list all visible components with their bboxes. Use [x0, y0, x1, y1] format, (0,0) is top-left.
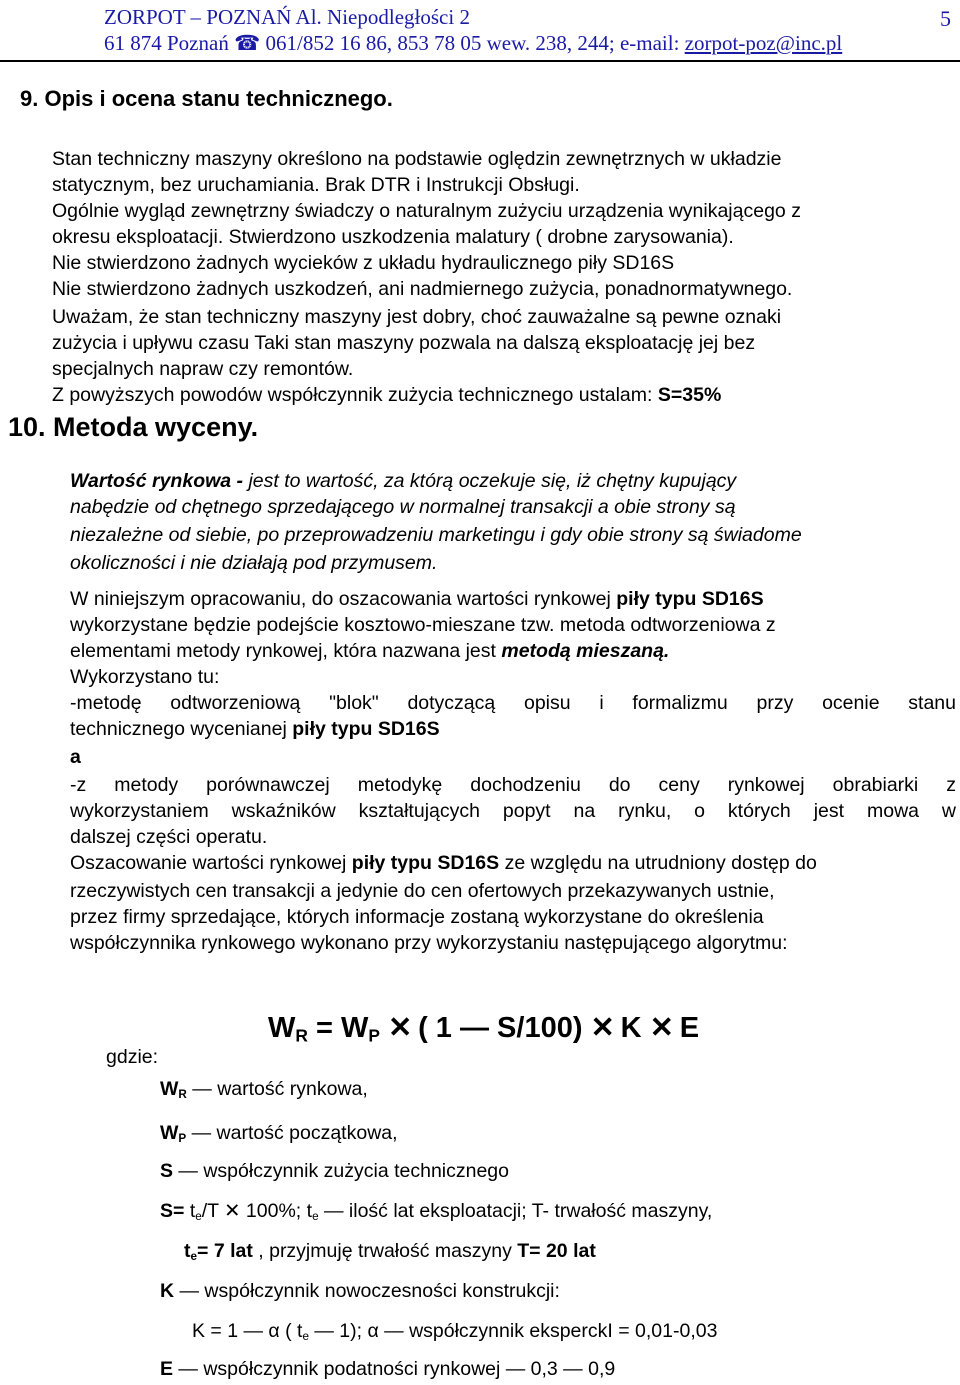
formula-w: W — [268, 1012, 296, 1044]
multiply-icon: ✕ — [224, 1200, 241, 1222]
method-paragraph-line: wykorzystane będzie podejście kosztowo-mieszane tzw. metoda odtworzeniowa z — [70, 614, 776, 636]
conclusion-text: Z powyższych powodów współczynnik zużycia technicznego ustalam: — [52, 384, 658, 406]
definition-line: okoliczności i nie działają pod przymusem. — [70, 552, 438, 574]
method-paragraph-line — [70, 586, 764, 612]
text: ze względu na utrudniony dostęp do — [499, 852, 817, 874]
page-number: 5 — [940, 6, 951, 31]
definition-line: nabędzie od chętnego sprzedającego w normalnej transakcji a obie strony są — [70, 496, 736, 518]
multiply-icon: ✕ — [590, 1012, 615, 1044]
text: — ilość lat eksploatacji; T- trwałość maszyny, — [318, 1200, 713, 1222]
item-2-line: dalszej części operatu. — [70, 826, 268, 848]
header-address: 61 874 Poznań — [104, 31, 235, 55]
symbol-sub: R — [178, 1087, 187, 1101]
s9-line: Nie stwierdzono żadnych uszkodzeń, ani nadmiernego zużycia, ponadnormatywnego. — [52, 278, 793, 300]
section-9-title: 9. Opis i ocena stanu technicznego. — [20, 86, 393, 111]
definition-line — [70, 468, 736, 494]
text: W niniejszym opracowaniu, do oszacowania wartości rynkowej — [70, 588, 617, 610]
item-2-line: -z metody porównawczej metodykę dochodzeniu do ceny rynkowej obrabiarki z — [70, 774, 956, 796]
estimate-paragraph-line: przez firmy sprzedające, których informacje zostaną wykorzystane do określenia — [70, 906, 764, 928]
telephone-icon: ☎ — [234, 31, 261, 55]
legend-e — [160, 1356, 615, 1382]
s9-line: okresu eksploatacji. Stwierdzono uszkodzenia malatury ( drobne zarysowania). — [52, 226, 734, 248]
legend-wp — [160, 1120, 398, 1152]
formula-k: K — [620, 1012, 642, 1044]
estimate-paragraph-line — [70, 850, 817, 876]
symbol: E — [160, 1358, 174, 1380]
symbol: t — [184, 1240, 191, 1262]
page-header — [104, 4, 842, 56]
s9-line: specjalnych napraw czy remontów. — [52, 358, 354, 380]
symbol: S= — [160, 1200, 185, 1222]
wear-coefficient-value: S=35% — [657, 384, 722, 406]
symbol-w: W — [160, 1078, 179, 1100]
multiply-icon: ✕ — [649, 1012, 674, 1044]
conjunction: a — [70, 746, 81, 768]
description: — wartość rynkowa, — [186, 1078, 368, 1100]
email-link[interactable]: zorpot-poz@inc.pl — [684, 31, 843, 55]
legend-k — [160, 1278, 560, 1304]
item-1-line: -metodę odtworzeniową "blok" dotyczącą opisu i formalizmu przy ocenie stanu — [70, 692, 956, 714]
definition-line: niezależne od siebie, po przeprowadzeniu marketingu i gdy obie strony są świadome — [70, 524, 802, 546]
machine-name: piły typu SD16S — [616, 588, 764, 610]
symbol: K — [160, 1280, 175, 1302]
symbol — [160, 1078, 187, 1100]
header-line-1: ZORPOT – POZNAŃ Al. Niepodległości 2 — [104, 5, 470, 29]
formula-e: E — [679, 1012, 700, 1044]
legend-heading: gdzie: — [106, 1046, 159, 1068]
header-divider — [0, 60, 960, 62]
s9-line: statycznym, bez uruchamiania. Brak DTR i Instrukcji Obsługi. — [52, 174, 580, 196]
item-2-line: wykorzystaniem wskaźników kształtujących popyt na rynku, o których jest mowa w — [70, 800, 956, 822]
machine-name: piły typu SD16S — [351, 852, 500, 874]
method-paragraph-line — [70, 638, 669, 664]
s9-line: Ogólnie wygląd zewnętrzny świadczy o naturalnym zużyciu urządzenia wynikającego z — [52, 200, 801, 222]
machine-name: piły typu SD16S — [292, 718, 440, 740]
header-line-2 — [104, 30, 842, 56]
legend-k-equation — [192, 1318, 717, 1350]
sub: e — [312, 1209, 319, 1223]
formula-sub-r: R — [295, 1025, 308, 1046]
value: T= 20 lat — [517, 1240, 596, 1262]
formula-eq: = W — [307, 1012, 369, 1044]
text: t — [184, 1200, 196, 1222]
symbol: S — [160, 1160, 174, 1182]
symbol-sub: P — [178, 1131, 187, 1145]
s9-line: Nie stwierdzono żadnych wycieków z układu hydraulicznego piły SD16S — [52, 252, 675, 274]
definition-text: jest to wartość, za którą oczekuje się, iż chętny kupujący — [243, 470, 737, 492]
s9-conclusion — [52, 382, 721, 408]
header-phones: 061/852 16 86, 853 78 05 wew. 238, 244; e-mail: — [260, 31, 685, 55]
definition-term: Wartość rynkowa - — [70, 470, 244, 492]
value: = 7 lat — [197, 1240, 253, 1262]
text: , przyjmuję trwałość maszyny — [252, 1240, 518, 1262]
legend-wr — [160, 1076, 368, 1108]
description: — współczynnik podatności rynkowej — 0,3 — 0,9 — [173, 1358, 616, 1380]
used-heading: Wykorzystano tu: — [70, 666, 220, 688]
description: — współczynnik zużycia technicznego — [173, 1160, 510, 1182]
sub: e — [190, 1249, 198, 1263]
sub: e — [195, 1209, 202, 1223]
text: K = 1 — α ( t — [192, 1320, 303, 1342]
text: technicznego wycenianej — [70, 718, 293, 740]
valuation-formula — [268, 1010, 699, 1046]
description: — współczynnik nowoczesności konstrukcji: — [174, 1280, 560, 1302]
estimate-paragraph-line: rzeczywistych cen transakcji a jedynie do cen ofertowych przekazywanych ustnie, — [70, 880, 775, 902]
s9-line: zużycia i upływu czasu Taki stan maszyny pozwala na dalszą eksploatację jej bez — [52, 332, 756, 354]
legend-te — [184, 1238, 596, 1270]
method-name: metodą mieszaną. — [501, 640, 670, 662]
text: Oszacowanie wartości rynkowej — [70, 852, 352, 874]
legend-s-equation — [160, 1198, 712, 1230]
symbol-w: W — [160, 1122, 179, 1144]
sub: e — [302, 1329, 309, 1343]
item-1-line — [70, 716, 440, 742]
estimate-paragraph-line: współczynnika rynkowego wykonano przy wykorzystaniu następującego algorytmu: — [70, 932, 788, 954]
text: /T — [201, 1200, 219, 1222]
s9-line: Uważam, że stan techniczny maszyny jest dobry, choć zauważalne są pewne oznaki — [52, 306, 782, 328]
s9-line: Stan techniczny maszyny określono na podstawie oględzin zewnętrznych w układzie — [52, 148, 782, 170]
formula-middle: ( 1 — S/100) — [410, 1012, 591, 1044]
formula-sub-p: P — [368, 1025, 380, 1046]
multiply-icon: ✕ — [388, 1012, 413, 1044]
symbol — [160, 1122, 186, 1144]
text: elementami metody rynkowej, która nazwana jest — [70, 640, 502, 662]
section-10-title: 10. Metoda wyceny. — [8, 412, 259, 442]
legend-s — [160, 1158, 509, 1184]
description: — wartość początkowa, — [186, 1122, 398, 1144]
text: 100%; t — [240, 1200, 313, 1222]
text: — 1); α — współczynnik eksperckI = 0,01-0,03 — [308, 1320, 718, 1342]
